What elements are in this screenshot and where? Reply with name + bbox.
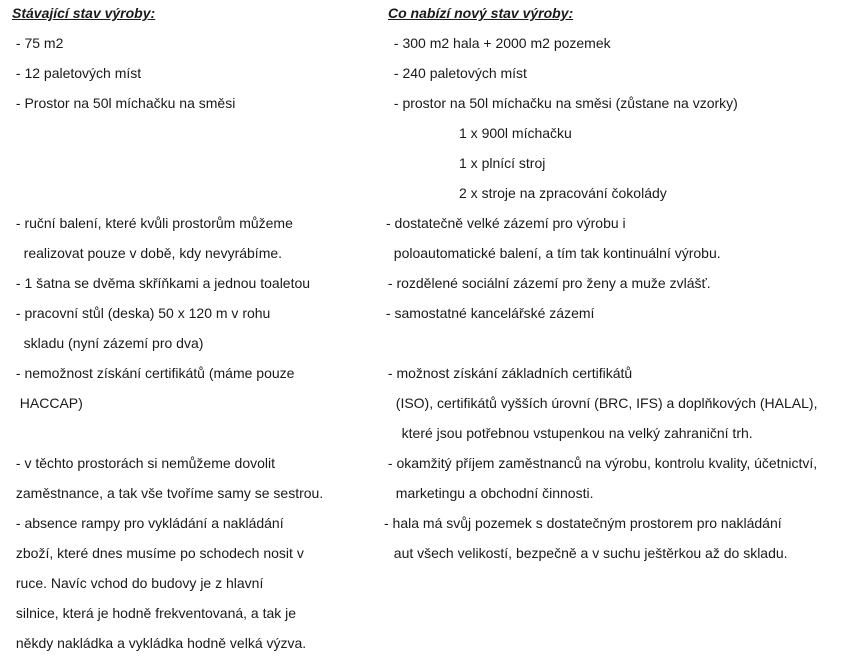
right-line: 2 x stroje na zpracování čokolády: [459, 185, 667, 201]
left-line: skladu (nyní zázemí pro dva): [12, 335, 204, 351]
right-line: které jsou potřebnou vstupenkou na velký zahraniční trh.: [390, 425, 753, 441]
left-line: ruce. Navíc vchod do budovy je z hlavní: [12, 575, 264, 591]
right-heading: Co nabízí nový stav výroby:: [388, 5, 574, 21]
left-line: - nemožnost získání certifikátů (máme pouze: [12, 365, 295, 381]
right-line: (ISO), certifikátů vyšších úrovní (BRC, IFS) a doplňkových (HALAL),: [388, 395, 818, 411]
left-line: - Prostor na 50l míchačku na směsi: [12, 95, 236, 111]
right-line: - 300 m2 hala + 2000 m2 pozemek: [390, 35, 611, 51]
left-line: silnice, která je hodně frekventovaná, a tak je: [12, 605, 297, 621]
right-line: poloautomatické balení, a tím tak kontinuální výrobu.: [386, 245, 721, 261]
left-heading: Stávající stav výroby:: [12, 5, 156, 21]
right-line: - možnost získání základních certifikátů: [384, 365, 633, 381]
right-line: aut všech velikostí, bezpečně a v suchu ještěrkou až do skladu.: [386, 545, 788, 561]
right-line: - dostatečně velké zázemí pro výrobu i: [386, 215, 626, 231]
left-line: - 1 šatna se dvěma skříňkami a jednou toaletou: [12, 275, 311, 291]
right-line: 1 x 900l míchačku: [459, 125, 572, 141]
right-line: - rozdělené sociální zázemí pro ženy a muže zvlášť.: [384, 275, 711, 291]
right-line: 1 x plnící stroj: [459, 155, 546, 171]
left-line: - absence rampy pro vykládání a nakládání: [12, 515, 284, 531]
right-line: - hala má svůj pozemek s dostatečným prostorem pro nakládání: [384, 515, 782, 531]
left-line: HACCAP): [12, 395, 83, 411]
left-line: někdy nakládka a vykládka hodně velká výzva.: [12, 635, 307, 651]
left-line: - pracovní stůl (deska) 50 x 120 m v rohu: [12, 305, 271, 321]
left-line: zaměstnance, a tak vše tvoříme samy se sestrou.: [12, 485, 324, 501]
right-line: - prostor na 50l míchačku na směsi (zůstane na vzorky): [390, 95, 738, 111]
left-line: - 75 m2: [12, 35, 64, 51]
left-line: - ruční balení, které kvůli prostorům můžeme: [12, 215, 293, 231]
left-line: zboží, které dnes musíme po schodech nosit v: [12, 545, 304, 561]
right-line: - samostatné kancelářské zázemí: [382, 305, 595, 321]
right-line: - okamžitý příjem zaměstnanců na výrobu, kontrolu kvality, účetnictví,: [384, 455, 818, 471]
left-line: realizovat pouze v době, kdy nevyrábíme.: [12, 245, 283, 261]
right-line: marketingu a obchodní činnosti.: [388, 485, 594, 501]
left-line: - v těchto prostorách si nemůžeme dovolit: [12, 455, 276, 471]
left-line: - 12 paletových míst: [12, 65, 142, 81]
right-line: - 240 paletových míst: [390, 65, 527, 81]
